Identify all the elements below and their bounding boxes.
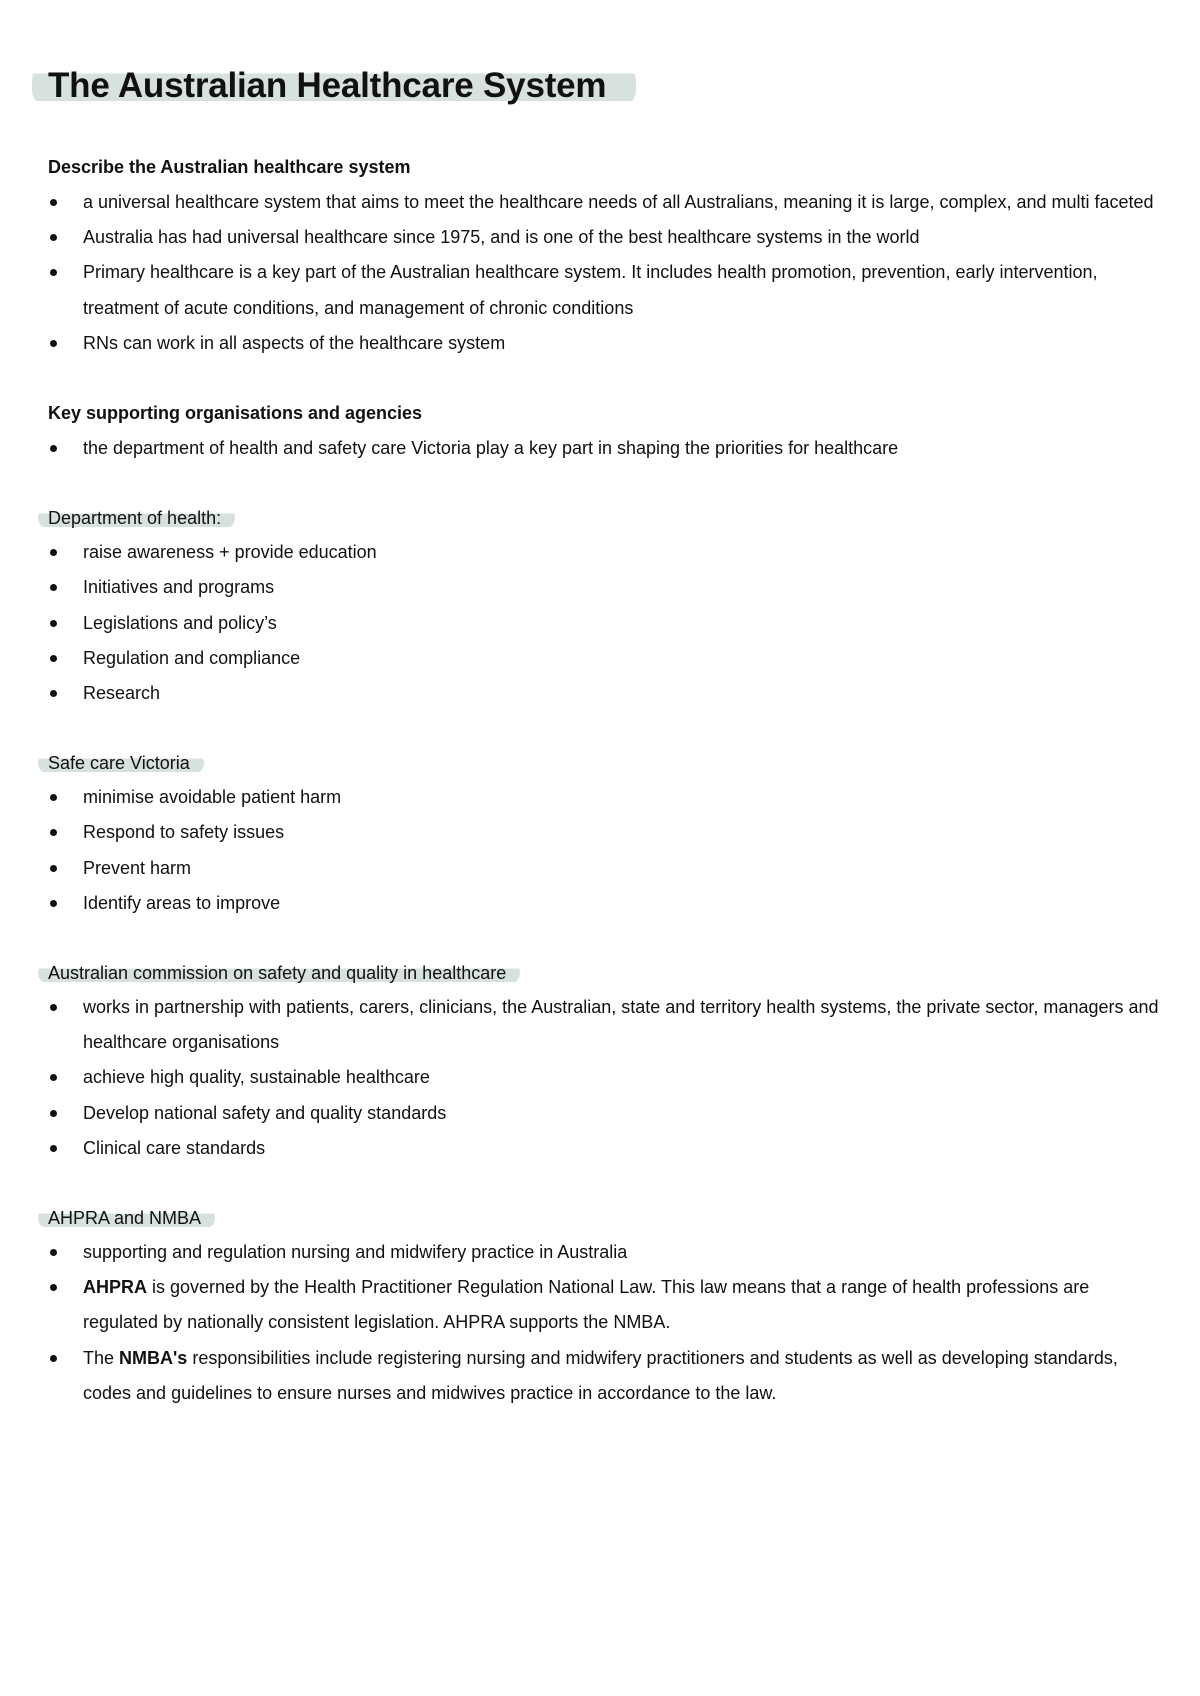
bullet-icon <box>50 690 57 697</box>
list-item <box>48 815 1168 850</box>
list-item-text: the department of health and safety care Victoria play a key part in shaping the priorities for healthcare <box>83 438 899 459</box>
list-item-text: RNs can work in all aspects of the healthcare system <box>83 332 506 353</box>
bullet-icon <box>50 1004 57 1011</box>
bullet-icon <box>50 584 57 591</box>
spacer <box>48 711 1168 745</box>
section-dept-health <box>48 500 1168 711</box>
title-wrap <box>32 62 636 108</box>
bullet-icon <box>50 269 57 276</box>
highlighted-heading: AHPRA and NMBA <box>38 1207 215 1229</box>
list-item-text: Develop national safety and quality standards <box>83 1102 447 1123</box>
list-item-text: raise awareness + provide education <box>83 542 377 563</box>
bullet-icon <box>50 340 57 347</box>
bullet-icon <box>50 549 57 556</box>
bullet-icon <box>50 620 57 627</box>
bullet-icon <box>50 1284 57 1291</box>
page-title: The Australian Healthcare System <box>32 62 636 108</box>
bullet-list <box>48 185 1168 361</box>
list-item-text: Identify areas to improve <box>83 892 281 913</box>
list-item-text: Respond to safety issues <box>83 822 285 843</box>
list-item <box>48 1341 1168 1411</box>
section-heading: Key supporting organisations and agencies <box>48 403 423 424</box>
list-item <box>48 185 1168 220</box>
list-item-text: supporting and regulation nursing and midwifery practice in Australia <box>83 1242 628 1263</box>
bullet-list <box>48 535 1168 711</box>
bullet-list <box>48 1235 1168 1411</box>
list-item-text: Research <box>83 683 161 704</box>
highlighted-heading: Safe care Victoria <box>38 752 204 774</box>
list-item-text: Prevent harm <box>83 857 192 878</box>
bullet-icon <box>50 655 57 662</box>
bold-term: NMBA's <box>119 1347 188 1368</box>
list-item-text: is governed by the Health Practitioner Regulation National Law. This law means that a range of health professions are regulated by nationally consistent legislation. AHPRA supports the NMBA. <box>83 1277 1090 1333</box>
list-item-text: Initiatives and programs <box>83 577 275 598</box>
list-item-text: Primary healthcare is a key part of the Australian healthcare system. It includes health promotion, prevention, early intervention, treatment of acute conditions, and management of chronic conditions <box>83 262 1098 318</box>
highlighted-heading: Department of health: <box>38 507 235 529</box>
bullet-icon <box>50 1110 57 1117</box>
list-item <box>48 326 1168 361</box>
section-key-orgs <box>48 396 1168 466</box>
list-item <box>48 1060 1168 1095</box>
bullet-icon <box>50 865 57 872</box>
list-item <box>48 990 1168 1060</box>
list-item-text: achieve high quality, sustainable healthcare <box>83 1067 430 1088</box>
bullet-list <box>48 990 1168 1166</box>
list-item <box>48 431 1168 466</box>
section-describe <box>48 150 1168 361</box>
list-item <box>48 535 1168 570</box>
bullet-icon <box>50 199 57 206</box>
list-item <box>48 1131 1168 1166</box>
bullet-icon <box>50 1145 57 1152</box>
spacer <box>48 1166 1168 1200</box>
list-item <box>48 606 1168 641</box>
spacer <box>48 466 1168 500</box>
list-item <box>48 780 1168 815</box>
bold-term: AHPRA <box>83 1277 148 1298</box>
spacer <box>48 361 1168 396</box>
list-item-text: responsibilities include registering nursing and midwifery practitioners and students as well as developing standards, codes and guidelines to ensure nurses and midwives practice in accordance to the law. <box>83 1347 1118 1403</box>
list-item <box>48 220 1168 255</box>
list-item-text: Legislations and policy’s <box>83 612 277 633</box>
bullet-icon <box>50 234 57 241</box>
list-item-text: minimise avoidable patient harm <box>83 787 342 808</box>
bullet-icon <box>50 445 57 452</box>
list-item <box>48 676 1168 711</box>
bullet-list <box>48 780 1168 921</box>
list-item <box>48 1235 1168 1270</box>
bullet-icon <box>50 829 57 836</box>
bullet-list <box>48 431 1168 466</box>
bullet-icon <box>50 1074 57 1081</box>
list-item <box>48 641 1168 676</box>
list-item <box>48 255 1168 325</box>
list-item <box>48 570 1168 605</box>
list-item <box>48 1270 1168 1340</box>
list-item <box>48 886 1168 921</box>
section-commission <box>48 955 1168 1166</box>
list-item-text: The <box>83 1347 120 1368</box>
list-item <box>48 851 1168 886</box>
section-heading: Describe the Australian healthcare system <box>48 157 411 177</box>
list-item-text: works in partnership with patients, carers, clinicians, the Australian, state and territory health systems, the private sector, managers and healthcare organisations <box>83 997 1159 1053</box>
spacer <box>48 921 1168 955</box>
list-item-text: a universal healthcare system that aims to meet the healthcare needs of all Australians, meaning it is large, complex, and multi faceted <box>83 192 1154 212</box>
list-item-text: Regulation and compliance <box>83 647 301 668</box>
list-item-text: Clinical care standards <box>83 1137 266 1158</box>
list-item <box>48 1096 1168 1131</box>
highlighted-heading: Australian commission on safety and quality in healthcare <box>38 962 520 984</box>
bullet-icon <box>50 794 57 801</box>
bullet-icon <box>50 1249 57 1256</box>
document-content <box>48 150 1168 1411</box>
section-ahpra <box>48 1200 1168 1411</box>
list-item-text: Australia has had universal healthcare since 1975, and is one of the best healthcare systems in the world <box>83 227 920 248</box>
bullet-icon <box>50 1355 57 1362</box>
section-safe-care <box>48 745 1168 921</box>
bullet-icon <box>50 900 57 907</box>
